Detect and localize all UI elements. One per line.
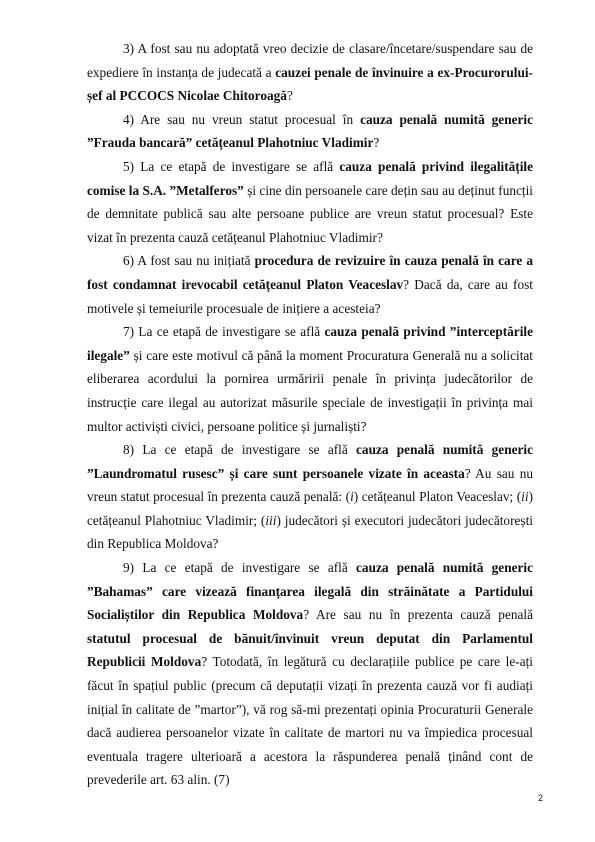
text-run: ? Dacă da, care au fost motivele și temeiurile procesuale de inițiere a acesteia? bbox=[87, 276, 533, 316]
text-run: 3) A fost sau nu adoptată vreo decizie de clasare/încetare/suspendare sau de expediere în instanța de judecată a bbox=[87, 41, 533, 80]
page-number: 2 bbox=[538, 793, 544, 803]
text-run: și cine din persoanele care dețin sau au deținut funcții de demnitate publică sau alte persoane publice are vreun statut procesual? Este vizat în prezenta cauză cetățeanul Plahotniuc Vladimir? bbox=[87, 182, 533, 245]
italic-text: iii bbox=[265, 512, 277, 528]
text-run: ? Au sau nu vreun statut procesual în prezenta cauză penală: ( bbox=[87, 465, 533, 505]
italic-text: ii bbox=[521, 489, 529, 505]
bold-text: cauza penală privind ilegalitățile comise la S.A. ”Metalferos” bbox=[87, 158, 534, 198]
paragraph-q3 bbox=[87, 37, 533, 108]
bold-text: statutul procesual de bănuit/învinuit vreun deputat din Parlamentul Republicii Moldova bbox=[87, 630, 533, 670]
text-run: 6) A fost sau nu inițiată bbox=[123, 253, 255, 269]
bold-text: cauza penală numită generic ”Frauda bancară” cetățeanul Plahotniuc Vladimir bbox=[87, 111, 533, 151]
text-run: 5) La ce etapă de investigare se află bbox=[123, 158, 340, 174]
paragraph-q6 bbox=[87, 249, 533, 320]
text-run: ) cetățeanul Plahotniuc Vladimir; ( bbox=[87, 489, 533, 528]
text-run: ? bbox=[373, 135, 380, 151]
paragraph-q5 bbox=[87, 155, 533, 249]
text-run: 4) Are sau nu vreun statut procesual în bbox=[123, 111, 361, 127]
paragraph-q8 bbox=[87, 438, 533, 556]
paragraph-q4 bbox=[87, 108, 533, 155]
text-run: ? bbox=[286, 88, 293, 104]
bold-text: cauza penală numită generic ”Bahamas” care vizează finanțarea ilegală din străinătate a Partidului Socialiștilor din Republica Moldova bbox=[87, 560, 533, 623]
paragraph-q7 bbox=[87, 320, 533, 438]
text-run: 8) La ce etapă de investigare se află bbox=[123, 442, 357, 458]
bold-text: procedura de revizuire în cauza penală în care a fost condamnat irevocabil cetățeanul Platon Veaceslav bbox=[87, 253, 533, 292]
document-body bbox=[87, 37, 533, 792]
text-run: ) judecători și executori judecători judecătorești din Republica Moldova? bbox=[87, 512, 533, 552]
text-run: ? Totodată, în legătură cu declarațiile publice pe care le-ați făcut în spațiul public (precum că deputații vizați în prezenta cauză vor fi audiați inițial în calitate de ”martor”), vă rog să-mi prezentați opinia Procuraturii Generale dacă audierea persoanelor vizate în calitate de martori nu va împiedica procesual eventuala tragere ulterioară a acestora la răspunderea penală ținând cont de prevederile art. 63 alin. (7) bbox=[87, 654, 533, 788]
text-run: 7) La ce etapă de investigare se află bbox=[123, 324, 325, 340]
paragraph-q9 bbox=[87, 556, 533, 792]
bold-text: cauza penală numită generic ”Laundromatul rusesc” și care sunt persoanele vizate în aceasta bbox=[87, 442, 533, 481]
italic-text: i bbox=[350, 489, 354, 505]
bold-text: cauzei penale de învinuire a ex-Procurorului-șef al PCCOCS Nicolae Chitoroagă bbox=[87, 64, 533, 104]
text-run: 9) La ce etapă de investigare se află bbox=[123, 560, 357, 576]
text-run: și care este motivul că până la moment Procuratura Generală nu a solicitat eliberarea acordului la pornirea urmăririi penale în privința judecătorilor de instrucție care ilegal au autorizat măsurile speciale de investigații în privința mai multor activiști civici, persoane politice și jurnaliști? bbox=[87, 347, 533, 434]
text-run: ) cetățeanul Platon Veaceslav; ( bbox=[353, 489, 522, 505]
bold-text: cauza penală privind ”interceptările ilegale” bbox=[87, 324, 533, 363]
text-run: ? Are sau nu în prezenta cauză penală bbox=[303, 607, 534, 623]
